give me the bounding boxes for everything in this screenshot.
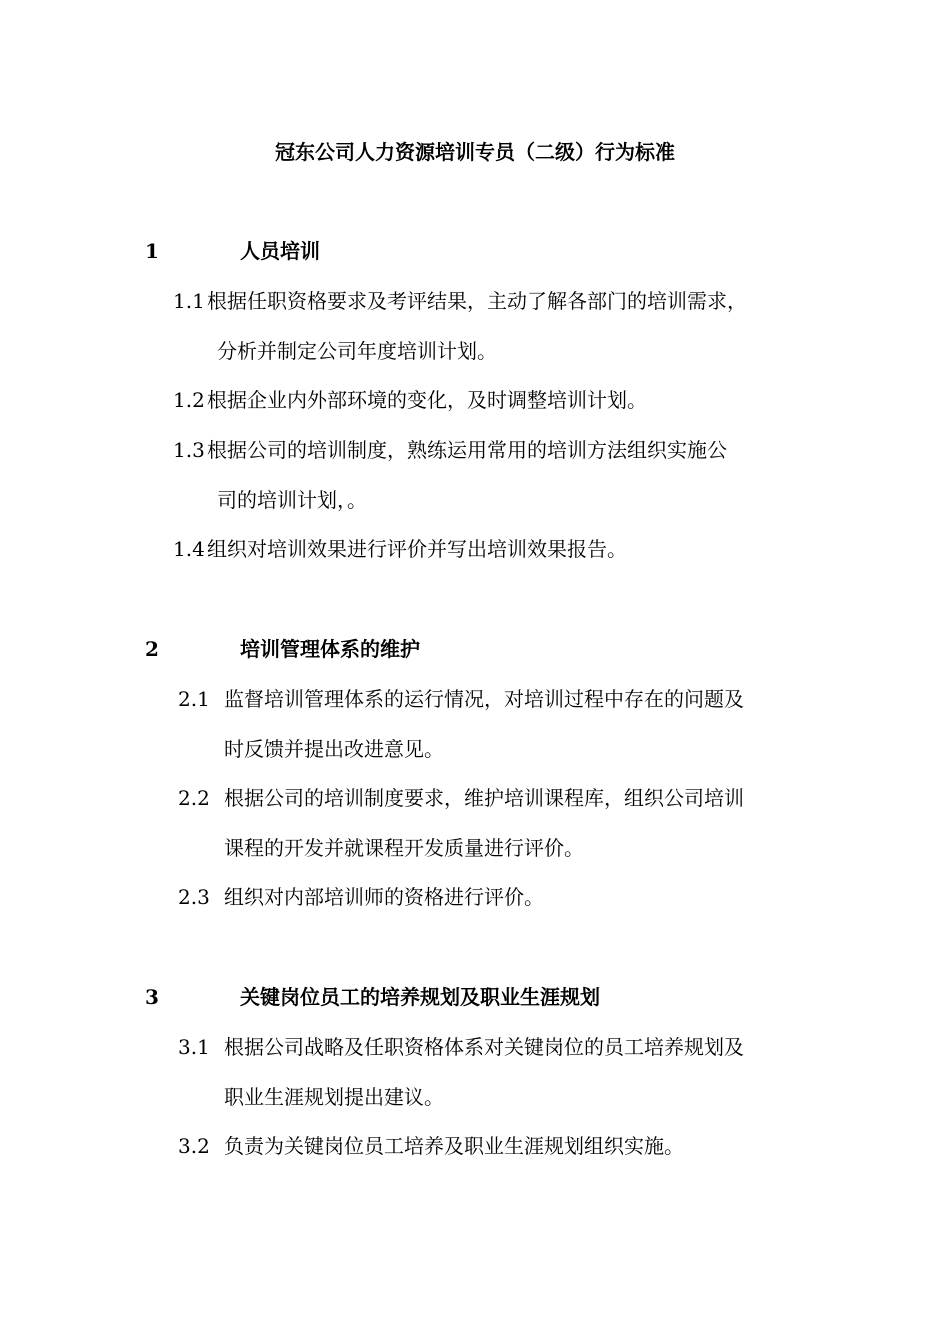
item-number: 1.4 [173,537,205,561]
item-text: 组织对内部培训师的资格进行评价。 [224,885,544,909]
item-text: 组织对培训效果进行评价并写出培训效果报告。 [207,537,627,561]
item-number: 2.2 [178,786,210,810]
section-number: 3 [145,985,159,1009]
section-number: 1 [145,239,159,263]
item-text: 根据企业内外部环境的变化，及时调整培训计划。 [207,388,647,412]
item-text: 根据公司战略及任职资格体系对关键岗位的员工培养规划及 [224,1035,744,1059]
item-text-continuation: 职业生涯规划提出建议。 [224,1085,444,1109]
item-text: 根据公司的培训制度，熟练运用常用的培训方法组织实施公 [207,438,727,462]
item-text: 根据任职资格要求及考评结果，主动了解各部门的培训需求， [207,289,747,313]
item-number: 2.1 [178,687,210,711]
item-number: 3.1 [178,1035,210,1059]
item-text: 负责为关键岗位员工培养及职业生涯规划组织实施。 [224,1134,684,1158]
item-number: 1.2 [173,388,205,412]
section-heading: 关键岗位员工的培养规划及职业生涯规划 [240,985,600,1009]
section-heading: 培训管理体系的维护 [240,637,420,661]
section-number: 2 [145,637,159,661]
item-text: 监督培训管理体系的运行情况，对培训过程中存在的问题及 [224,687,744,711]
item-text-continuation: 分析并制定公司年度培训计划。 [217,339,497,363]
item-number: 3.2 [178,1134,210,1158]
item-number: 1.1 [173,289,205,313]
item-text-continuation: 司的培训计划，。 [217,488,367,512]
item-number: 1.3 [173,438,205,462]
document-title: 冠东公司人力资源培训专员（二级）行为标准 [275,140,675,164]
item-text-continuation: 课程的开发并就课程开发质量进行评价。 [224,836,584,860]
item-text-continuation: 时反馈并提出改进意见。 [224,737,444,761]
item-text: 根据公司的培训制度要求，维护培训课程库，组织公司培训 [224,786,744,810]
section-heading: 人员培训 [240,239,320,263]
item-number: 2.3 [178,885,210,909]
